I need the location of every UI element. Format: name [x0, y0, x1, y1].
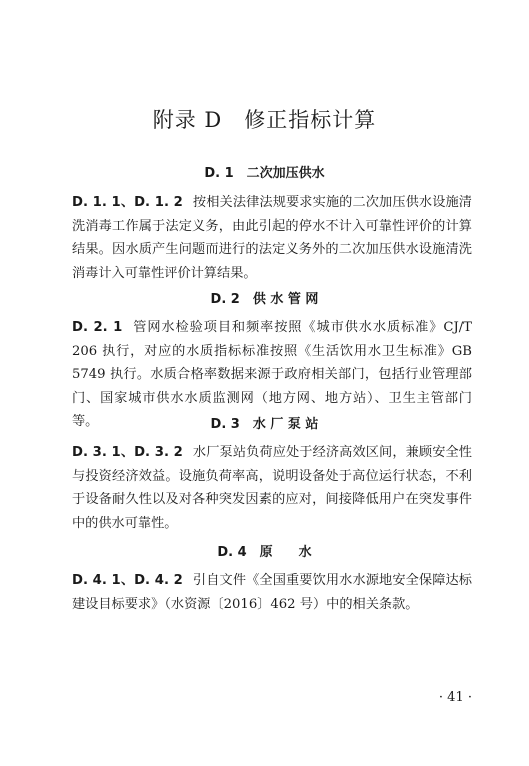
- section-heading-d3: D. 3 水 厂 泵 站: [210, 417, 319, 432]
- clause-text: 引自文件《全国重要饮用水水源地安全保障达标建设目标要求》（水资源〔2016〕462 号）中的相关条款。: [72, 573, 472, 612]
- section-paragraph-d4: [72, 569, 472, 616]
- clause-number: D. 2. 1: [72, 320, 123, 335]
- section-paragraph-d3: [72, 441, 472, 535]
- clause-number: D. 1. 1、D. 1. 2: [72, 195, 183, 210]
- section-paragraph-d1: [72, 191, 472, 285]
- section-heading-d4: D. 4 原 水: [217, 545, 312, 560]
- clause-text: 管网水检验项目和频率按照《城市供水水质标准》CJ/T 206 执行，对应的水质指标标准按照《生活饮用水卫生标准》GB 5749 执行。水质合格率数据来源于政府相关部门，包括行业管理部门、国家城市供水水质监测网（地方网、地方站）、卫生主管部门等。: [72, 320, 472, 429]
- section-heading-d2: D. 2 供 水 管 网: [210, 292, 319, 307]
- page-number: · 41 ·: [438, 690, 472, 705]
- clause-number: D. 3. 1、D. 3. 2: [72, 445, 183, 460]
- page-title: 附录 D 修正指标计算: [152, 108, 377, 132]
- clause-text: 按相关法律法规要求实施的二次加压供水设施清洗消毒工作属于法定义务，由此引起的停水不计入可靠性评价的计算结果。因水质产生问题而进行的法定义务外的二次加压供水设施清洗消毒计入可靠性评价计算结果。: [72, 195, 472, 281]
- clause-text: 水厂泵站负荷应处于经济高效区间，兼顾安全性与投资经济效益。设施负荷率高，说明设备处于高位运行状态，不利于设备耐久性以及对各种突发因素的应对，间接降低用户在突发事件中的供水可靠性。: [72, 445, 472, 531]
- clause-number: D. 4. 1、D. 4. 2: [72, 573, 183, 588]
- section-heading-d1: D. 1 二次加压供水: [204, 166, 325, 181]
